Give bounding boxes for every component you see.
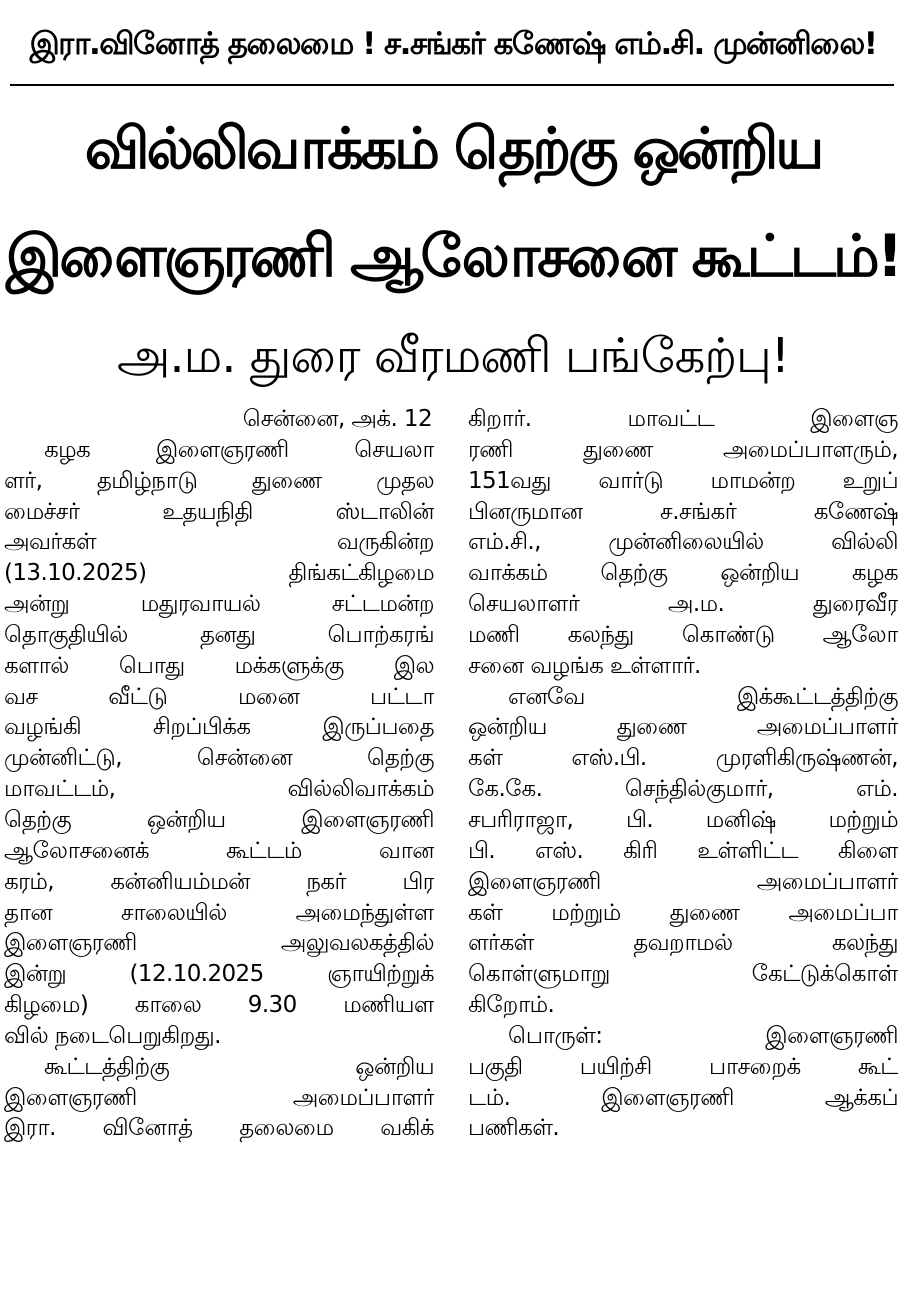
body-line: இரா. வினோத் தலைமை வகிக்: [4, 1115, 434, 1142]
dateline: சென்னை, அக். 12: [242, 406, 432, 432]
body-line: மைச்சர் உதயநிதி ஸ்டாலின்: [4, 498, 434, 525]
body-line: பணிகள்.: [468, 1115, 560, 1142]
body-line: ரணி துணை அமைப்பாளரும்,: [468, 436, 898, 463]
subheadline: அ.ம. துரை வீரமணி பங்கேற்பு!: [116, 328, 790, 384]
body-line: மாவட்டம், வில்லிவாக்கம்: [4, 776, 434, 803]
body-line: அவர்கள் வருகின்ற: [4, 529, 434, 556]
body-line: வில் நடைபெறுகிறது.: [4, 1022, 221, 1049]
body-line: களால் பொது மக்களுக்கு இல: [4, 652, 434, 679]
body-line: இன்று (12.10.2025 ஞாயிற்றுக்: [4, 961, 434, 988]
body-line: இளைஞரணி அமைப்பாளர்: [4, 1084, 434, 1111]
body-line: கிழமை) காலை 9.30 மணியள: [4, 992, 434, 1019]
body-line: ளர்கள் தவறாமல் கலந்து: [468, 930, 898, 957]
article-column-right: [468, 404, 898, 1144]
body-line: அன்று மதுரவாயல் சட்டமன்ற: [4, 591, 434, 618]
kicker-line: இரா.வினோத் தலைமை ! ச.சங்கர் கணேஷ் எம்.சி. முன்னிலை!: [29, 26, 877, 62]
body-line: வழங்கி சிறப்பிக்க இருப்பதை: [4, 714, 434, 741]
body-line: கிறார். மாவட்ட இளைஞ: [468, 406, 898, 432]
body-line: வச வீட்டு மனை பட்டா: [4, 683, 434, 710]
headline-line-2: இளைஞரணி ஆலோசனை கூட்டம்!: [5, 222, 901, 290]
body-line: பொருள்: இளைஞரணி: [508, 1022, 898, 1049]
body-line: செயலாளர் அ.ம. துரைவீர: [468, 591, 898, 618]
body-line: பினருமான ச.சங்கர் கணேஷ்: [468, 498, 898, 525]
body-line: வாக்கம் தெற்கு ஒன்றிய கழக: [468, 560, 898, 587]
body-line: கொள்ளுமாறு கேட்டுக்கொள்: [468, 961, 898, 988]
body-line: டம். இளைஞரணி ஆக்கப்: [468, 1084, 898, 1111]
body-line: இளைஞரணி அலுவலகத்தில்: [4, 930, 434, 957]
body-line: தெற்கு ஒன்றிய இளைஞரணி: [4, 806, 434, 833]
body-line: கே.கே. செந்தில்குமார், எம்.: [468, 776, 898, 803]
body-line: ஆலோசனைக் கூட்டம் வான: [4, 837, 434, 864]
body-line: தொகுதியில் தனது பொற்கரங்: [4, 621, 434, 648]
body-line: கள் எஸ்.பி. முரளிகிருஷ்ணன்,: [468, 745, 898, 772]
body-line: ளர், தமிழ்நாடு துணை முதல: [4, 467, 434, 494]
body-line: தான சாலையில் அமைந்துள்ள: [4, 899, 434, 926]
article-column-left: [4, 404, 434, 1144]
body-line: கள் மற்றும் துணை அமைப்பா: [468, 899, 898, 926]
body-line: (13.10.2025) திங்கட்கிழமை: [4, 560, 434, 587]
body-line: ஒன்றிய துணை அமைப்பாளர்: [468, 714, 898, 741]
body-line: கிறோம்.: [468, 992, 555, 1019]
body-line: சபரிராஜா, பி. மனிஷ் மற்றும்: [468, 806, 898, 833]
body-line: கரம், கன்னியம்மன் நகர் பிர: [4, 868, 434, 895]
divider-rule: [10, 84, 894, 86]
body-line: இளைஞரணி அமைப்பாளர்: [468, 868, 898, 895]
body-line: கழக இளைஞரணி செயலா: [44, 436, 434, 463]
body-line: கூட்டத்திற்கு ஒன்றிய: [44, 1053, 434, 1080]
body-line: மணி கலந்து கொண்டு ஆலோ: [468, 621, 898, 648]
body-line: முன்னிட்டு, சென்னை தெற்கு: [4, 745, 434, 772]
body-line: சனை வழங்க உள்ளார்.: [468, 652, 701, 679]
headline-line-1: வில்லிவாக்கம் தெற்கு ஒன்றிய: [84, 116, 822, 182]
body-line: 151வது வார்டு மாமன்ற உறுப்: [468, 467, 898, 494]
body-line: எம்.சி., முன்னிலையில் வில்லி: [468, 529, 898, 556]
body-line: பி. எஸ். கிரி உள்ளிட்ட கிளை: [468, 837, 898, 864]
body-line: பகுதி பயிற்சி பாசறைக் கூட்: [468, 1053, 898, 1080]
body-line: எனவே இக்கூட்டத்திற்கு: [508, 683, 898, 710]
